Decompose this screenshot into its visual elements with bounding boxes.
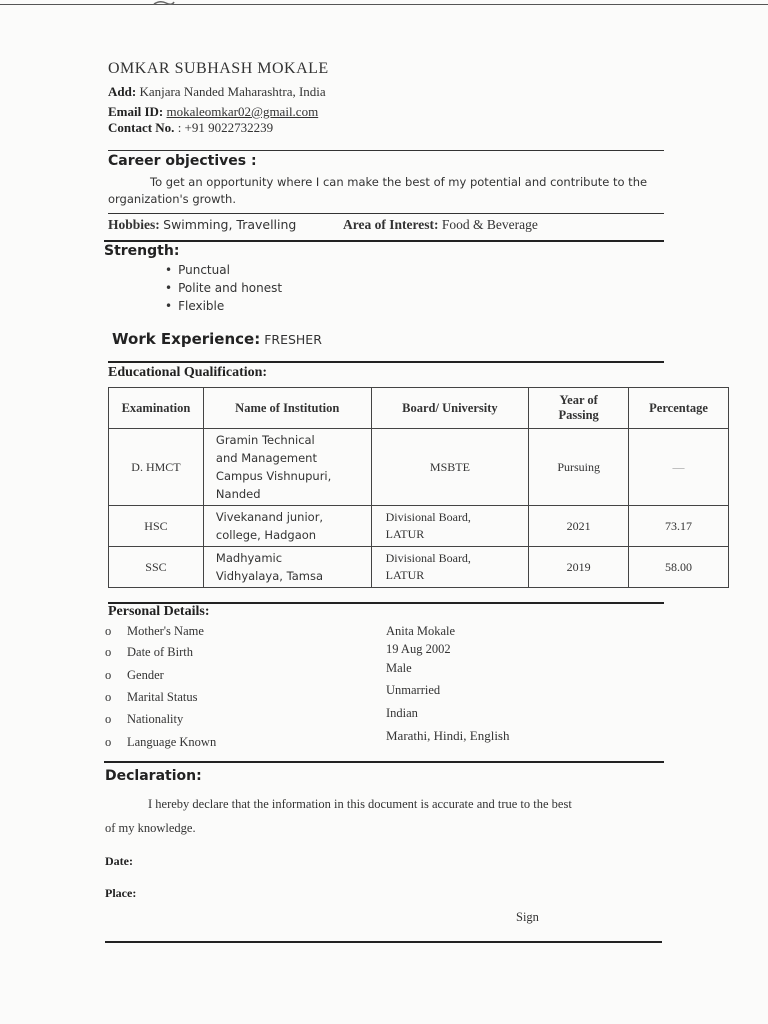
institution-line: Vivekanand junior,	[215, 510, 324, 524]
table-row	[109, 429, 729, 506]
interest-label: Area of Interest:	[343, 217, 439, 232]
board-line: LATUR	[385, 527, 425, 541]
table-row	[109, 506, 729, 547]
career-text-line1: To get an opportunity where I can make the best of my potential and contribute to the	[150, 175, 648, 189]
sign-label: Sign	[516, 910, 539, 924]
exam-cell: D. HMCT	[109, 429, 204, 506]
personal-label: Gender	[127, 668, 164, 682]
personal-item	[105, 735, 216, 750]
board-cell	[371, 547, 529, 588]
personal-value: 19 Aug 2002	[386, 642, 451, 656]
personal-heading: Personal Details:	[108, 604, 210, 619]
divider	[108, 213, 664, 214]
list-item: • Flexible	[165, 297, 282, 315]
address-value: Kanjara Nanded Maharashtra, India	[139, 84, 326, 99]
personal-label: Marital Status	[127, 690, 198, 704]
work-line	[112, 330, 322, 349]
email-label: Email ID:	[108, 104, 164, 119]
percent-cell: —	[629, 429, 729, 506]
list-item: • Punctual	[165, 261, 282, 279]
personal-value: Marathi, Hindi, English	[386, 728, 510, 743]
year-cell: Pursuing	[529, 429, 629, 506]
institution-line: Madhyamic	[215, 551, 283, 565]
col-header	[529, 388, 629, 429]
percent-cell: 73.17	[629, 506, 729, 547]
interest-value: Food & Beverage	[441, 217, 538, 232]
scan-top-edge	[0, 4, 768, 5]
divider	[108, 361, 664, 363]
personal-item	[105, 690, 197, 705]
personal-item	[105, 668, 164, 683]
bullet-marker: o	[105, 668, 112, 682]
year-cell: 2021	[529, 506, 629, 547]
col-header: Examination	[109, 388, 204, 429]
email-link[interactable]: mokaleomkar02@gmail.com	[166, 104, 319, 119]
institution-line: Vidhyalaya, Tamsa	[215, 569, 323, 583]
education-table	[108, 387, 729, 588]
table-header-row	[109, 388, 729, 429]
table-row	[109, 547, 729, 588]
bullet-marker: o	[105, 645, 112, 659]
work-heading: Work Experience:	[112, 330, 261, 348]
institution-line: Campus Vishnupuri,	[215, 469, 332, 483]
board-line: LATUR	[385, 568, 425, 582]
personal-label: Nationality	[127, 712, 184, 726]
work-value: FRESHER	[264, 332, 322, 347]
col-header-text: Year of Passing	[558, 393, 599, 422]
bullet-marker: o	[105, 690, 112, 704]
declaration-line1: I hereby declare that the information in this document is accurate and true to the best	[148, 797, 572, 811]
exam-cell: HSC	[109, 506, 204, 547]
hobbies-label: Hobbies:	[108, 217, 160, 232]
personal-value: Anita Mokale	[386, 624, 456, 638]
personal-value: Unmarried	[386, 683, 441, 697]
strength-heading: Strength:	[104, 243, 180, 259]
candidate-name: OMKAR SUBHASH MOKALE	[108, 60, 329, 77]
email-line	[108, 104, 318, 120]
divider	[104, 761, 664, 763]
personal-value: Indian	[386, 706, 418, 720]
bullet-marker: o	[105, 735, 112, 749]
hobbies-value: Swimming, Travelling	[163, 217, 297, 232]
institution-cell	[203, 506, 371, 547]
place-label: Place:	[105, 886, 137, 900]
divider	[108, 150, 664, 151]
hobbies-line	[108, 217, 296, 233]
institution-line: Nanded	[215, 487, 261, 501]
contact-value: : +91 9022732239	[177, 120, 274, 135]
board-line: Divisional Board,	[385, 551, 471, 565]
interest-line	[343, 217, 538, 233]
career-heading: Career objectives :	[108, 153, 257, 169]
declaration-heading: Declaration:	[105, 768, 202, 784]
scan-speck	[152, 0, 176, 6]
percent-cell: 58.00	[629, 547, 729, 588]
year-cell: 2019	[529, 547, 629, 588]
board-cell: MSBTE	[371, 429, 529, 506]
education-heading: Educational Qualification:	[108, 365, 268, 380]
list-item: • Polite and honest	[165, 279, 282, 297]
personal-value: Male	[386, 661, 412, 675]
personal-item	[105, 645, 193, 660]
col-header: Board/ University	[371, 388, 529, 429]
strength-list	[165, 261, 282, 315]
personal-item	[105, 712, 183, 727]
personal-label: Language Known	[127, 735, 217, 749]
address-line	[108, 84, 326, 100]
personal-item	[105, 624, 204, 639]
divider	[105, 941, 662, 943]
divider	[104, 240, 664, 242]
exam-cell: SSC	[109, 547, 204, 588]
declaration-line2: of my knowledge.	[105, 821, 196, 835]
institution-line: Gramin Technical	[215, 433, 315, 447]
contact-label: Contact No.	[108, 120, 175, 135]
bullet-marker: o	[105, 624, 112, 638]
col-header: Name of Institution	[203, 388, 371, 429]
personal-label: Mother's Name	[127, 624, 204, 638]
career-text-line2: organization's growth.	[108, 192, 236, 206]
institution-line: college, Hadgaon	[215, 528, 317, 542]
contact-line	[108, 120, 273, 136]
institution-line: and Management	[215, 451, 317, 465]
board-line: Divisional Board,	[385, 510, 471, 524]
institution-cell	[203, 429, 371, 506]
bullet-marker: o	[105, 712, 112, 726]
personal-label: Date of Birth	[127, 645, 193, 659]
col-header: Percentage	[629, 388, 729, 429]
address-label: Add:	[108, 84, 137, 99]
date-label: Date:	[105, 854, 133, 868]
institution-cell	[203, 547, 371, 588]
board-cell	[371, 506, 529, 547]
